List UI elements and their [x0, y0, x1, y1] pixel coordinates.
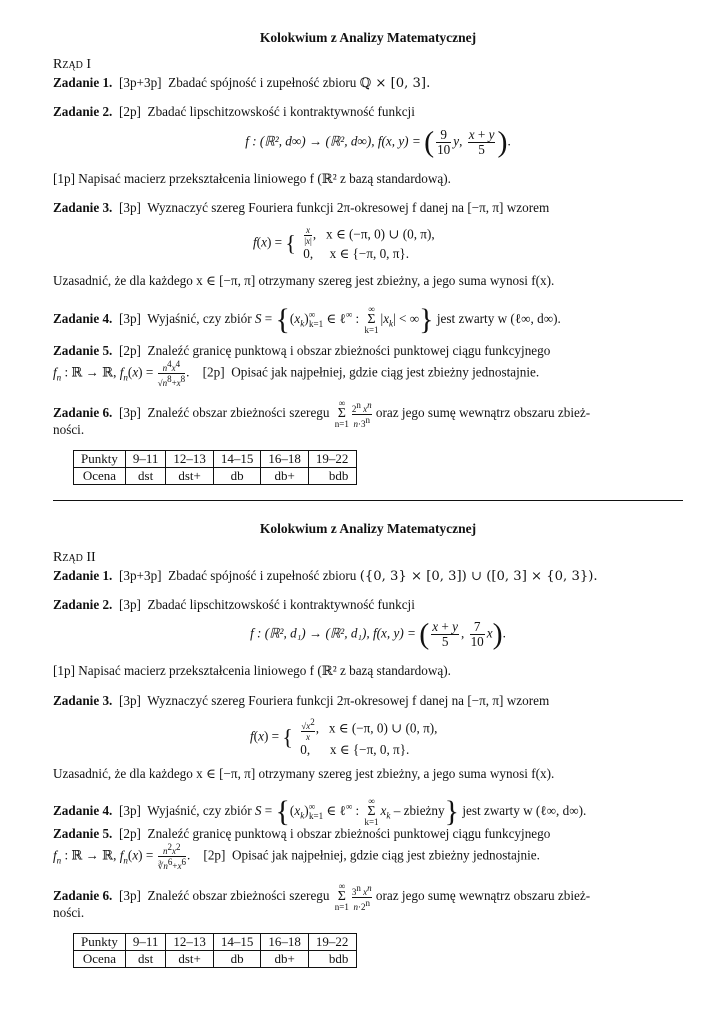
task-4: Zadanie 4. [3p] Wyjaśnić, czy zbiór $S = \{(x_k)^\infty_{k=1}$ ∈ ℓ∞ : ∞ Σ $k=1x_k$ – zbieżny} jest zwarty w (ℓ∞, d∞).: [53, 795, 587, 828]
divider: [53, 500, 683, 501]
task-1: Zadanie 1. [3p+3p] Zbadać spójność i zupełność zbioru ({0, 3} × [0, 3]) ∪ ([0, 3] × {0, 3}).: [53, 568, 598, 584]
task-2: Zadanie 2. [3p] Zbadać lipschitzowskość i kontraktywność funkcji: [53, 597, 415, 612]
task-3-justify: Uzasadnić, że dla każdego x ∈ [−π, π] otrzymany szereg jest zbieżny, a jego suma wynosi f(x).: [53, 273, 555, 288]
task-2-formula: f : (ℝ², d₁) → (ℝ², d₁), f(x, y) = ( $\frac{x + y}{5}$ , $\frac{7}{10}$ x).: [250, 617, 506, 651]
task-2-formula: f : (ℝ², d∞) → (ℝ², d∞), f(x, y) = ( $\frac{9}{10}$ y, $\frac{x + y}{5}$ ).: [245, 125, 511, 159]
task-3-justify: Uzasadnić, że dla każdego x ∈ [−π, π] otrzymany szereg jest zbieżny, a jego suma wynosi f(x).: [53, 766, 555, 781]
task-5: Zadanie 5. [2p] Znaleźć granicę punktową i obszar zbieżności punktowej ciągu funkcyjnego: [53, 826, 551, 841]
task-5-formula: $f_n$ : ℝ → ℝ, $f_n(x)$ = $\frac{n^4x^4}{√n^8+x^8}$ . [2p] Opisać jak najpełniej, gdzie ciąg jest zbieżny jednostajnie.: [53, 359, 540, 388]
task-2: Zadanie 2. [2p] Zbadać lipschitzowskość i kontraktywność funkcji: [53, 104, 415, 119]
task-6-wrap: ności.: [53, 905, 85, 920]
task-2-extra: [1p] Napisać macierz przekształcenia liniowego f (ℝ² z bazą standardową).: [53, 171, 451, 186]
table-row: Ocena dst dst+ db db+ bdb: [74, 468, 357, 485]
table-row: Ocena dst dst+ db db+ bdb: [74, 951, 357, 968]
task-5-formula: $f_n$ : ℝ → ℝ, $f_n(x)$ = $\frac{n^2x^2}{∛n^6+x^6}$ . [2p] Opisać jak najpełniej, gdzie ciąg jest zbieżny jednostajnie.: [53, 842, 540, 871]
task-1: Zadanie 1. [3p+3p] Zbadać spójność i zupełność zbioru ℚ × [0, 3].: [53, 75, 431, 91]
task-5: Zadanie 5. [2p] Znaleźć granicę punktową i obszar zbieżności punktowej ciągu funkcyjnego: [53, 343, 551, 358]
task-2-extra: [1p] Napisać macierz przekształcenia liniowego f (ℝ² z bazą standardową).: [53, 663, 451, 678]
exam-title: Kolokwium z Analizy Matematycznej: [259, 521, 477, 536]
grade-table: [73, 450, 357, 485]
table-row: Punkty 9–11 12–13 14–15 16–18 19–22: [74, 934, 357, 951]
task-3: Zadanie 3. [3p] Wyznaczyć szereg Fouriera funkcji 2π-okresowej f danej na [−π, π] wzorem: [53, 200, 550, 215]
task-4: Zadanie 4. [3p] Wyjaśnić, czy zbiór $S = \{(x_k)^\infty_{k=1}$ ∈ ℓ∞ : ∞ Σ $k=1|x_k|$ < ∞} jest zwarty w (ℓ∞, d∞).: [53, 303, 561, 336]
task-3-formula: f(x) = { $\frac{√x^2}{x}$ , x ∈ (−π, 0) ∪ (0, π), 0, x ∈ {−π, 0, π}.: [250, 717, 438, 757]
task-3-formula: f(x) = { $\frac{x}{|x|}$ , x ∈ (−π, 0) ∪ (0, π), 0, x ∈ {−π, 0, π}.: [253, 225, 435, 261]
grade-table: [73, 933, 357, 968]
row-label: Rząd II: [53, 550, 96, 565]
row-label: Rząd I: [53, 57, 92, 72]
exam-title: Kolokwium z Analizy Matematycznej: [259, 30, 477, 45]
task-3: Zadanie 3. [3p] Wyznaczyć szereg Fouriera funkcji 2π-okresowej f danej na [−π, π] wzorem: [53, 693, 550, 708]
table-row: Punkty 9–11 12–13 14–15 16–18 19–22: [74, 451, 357, 468]
task-6-wrap: ności.: [53, 422, 85, 437]
task-6: Zadanie 6. [3p] Znaleźć obszar zbieżności szeregu ∞ Σ n=1 $\frac{2^n x^n}{n\cdot 3^n}$ oraz jego sumę wewnątrz obszaru zbież-: [53, 398, 591, 429]
task-6: Zadanie 6. [3p] Znaleźć obszar zbieżności szeregu ∞ Σ n=1 $\frac{3^n x^n}{n\cdot 2^n}$ oraz jego sumę wewnątrz obszaru zbież-: [53, 881, 591, 912]
